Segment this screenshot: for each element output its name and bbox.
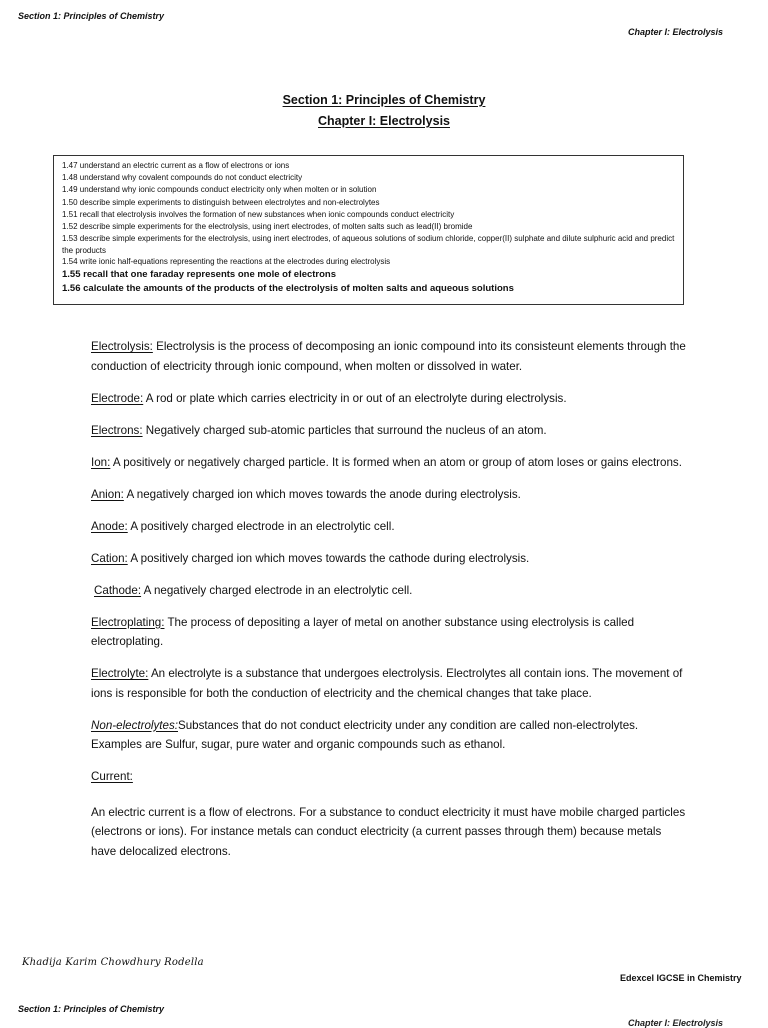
definition-term: Electrons: bbox=[91, 423, 143, 437]
definition-ion bbox=[91, 453, 686, 473]
definition-text: A rod or plate which carries electricity in or out of an electrolyte during electrolysis. bbox=[143, 391, 567, 405]
definition-text: Electrolysis is the process of decomposing an ionic compound into its consisteunt elements through the conduction of electricity through ionic compound, when molten or dissolved in water. bbox=[91, 340, 686, 373]
definition-electrons bbox=[91, 421, 686, 441]
objective-item: 1.55 recall that one faraday represents one mole of electrons bbox=[62, 269, 337, 281]
objective-item: 1.53 describe simple experiments for the electrolysis, using inert electrodes, of aqueous solutions of sodium chloride, copper(II) sulphate and dilute sulphuric acid and predict the products bbox=[62, 234, 675, 255]
definition-text: A positively charged electrode in an electrolytic cell. bbox=[127, 519, 395, 533]
definition-text: Negatively charged sub-atomic particles that surround the nucleus of an atom. bbox=[142, 423, 547, 437]
definition-text: A negatively charged ion which moves towards the anode during electrolysis. bbox=[123, 487, 521, 501]
definition-non-electrolytes bbox=[91, 716, 686, 755]
definition-text: A positively charged ion which moves towards the cathode during electrolysis. bbox=[127, 551, 530, 565]
definition-text: A positively or negatively charged particle. It is formed when an atom or group of atom loses or gains electrons. bbox=[110, 455, 682, 469]
definition-term: Ion: bbox=[91, 455, 111, 469]
current-heading: Current: bbox=[91, 770, 133, 783]
definition-term: Anode: bbox=[91, 519, 128, 533]
objective-item: 1.51 recall that electrolysis involves the formation of new substances when ionic compounds conduct electricity bbox=[62, 209, 455, 219]
chapter-title: Chapter I: Electrolysis bbox=[318, 114, 450, 128]
objective-item: 1.48 understand why covalent compounds do not conduct electricity bbox=[62, 173, 303, 183]
definition-term: Cation: bbox=[91, 551, 128, 565]
definition-electrolyte bbox=[91, 664, 686, 703]
definition-term: Electrolysis: bbox=[91, 340, 153, 353]
next-page-header-left: Section 1: Principles of Chemistry bbox=[18, 1004, 165, 1014]
document-title bbox=[0, 93, 768, 107]
footer-course-name: Edexcel IGCSE in Chemistry bbox=[620, 973, 742, 983]
definition-anode bbox=[91, 517, 686, 537]
definition-electroplating bbox=[91, 613, 686, 652]
definition-text: Substances that do not conduct electricity under any condition are called non-electrolytes. Examples are Sulfur, sugar, pure water and organic compounds such as ethanol. bbox=[91, 718, 639, 751]
definition-term: Electrode: bbox=[91, 391, 144, 405]
running-header-right: Chapter I: Electrolysis bbox=[628, 27, 724, 37]
definition-anion bbox=[91, 485, 686, 505]
objective-item: 1.56 calculate the amounts of the products of the electrolysis of molten salts and aqueous solutions bbox=[62, 283, 514, 295]
definition-term: Electrolyte: bbox=[91, 667, 149, 680]
definition-cation bbox=[91, 549, 686, 569]
definition-text: An electrolyte is a substance that undergoes electrolysis. Electrolytes all contain ions. The movement of ions is responsible for both the conduction of electricity and the chemical changes that take place. bbox=[91, 667, 683, 700]
definitions-list bbox=[91, 337, 686, 874]
section-title: Section 1: Principles of Chemistry bbox=[282, 93, 486, 107]
definition-term: Anion: bbox=[91, 487, 124, 501]
objective-item: 1.54 write ionic half-equations representing the reactions at the electrodes during electrolysis bbox=[62, 257, 391, 267]
definition-term: Electroplating: bbox=[91, 615, 165, 629]
definition-electrolysis bbox=[91, 337, 686, 376]
learning-objectives-box bbox=[53, 155, 684, 305]
definition-text: A negatively charged electrode in an electrolytic cell. bbox=[141, 583, 413, 597]
definition-text: The process of depositing a layer of metal on another substance using electrolysis is called electroplating. bbox=[91, 615, 635, 648]
objective-item: 1.47 understand an electric current as a flow of electrons or ions bbox=[62, 161, 290, 170]
definition-term: Cathode: bbox=[94, 583, 142, 597]
document-subtitle bbox=[0, 114, 768, 128]
objective-item: 1.49 understand why ionic compounds conduct electricity only when molten or in solution bbox=[62, 185, 377, 195]
author-signature: Khadija Karim Chowdhury Rodella bbox=[22, 957, 204, 968]
next-page-header-right: Chapter I: Electrolysis bbox=[628, 1018, 724, 1028]
current-paragraph: An electric current is a flow of electrons. For a substance to conduct electricity it must have mobile charged particles (electrons or ions). For instance metals can conduct electricity (a current passes through them) because metals have delocalized electrons. bbox=[91, 805, 686, 858]
objective-item: 1.52 describe simple experiments for the electrolysis, using inert electrodes, of molten salts such as lead(II) bromide bbox=[62, 222, 473, 232]
objective-item: 1.50 describe simple experiments to distinguish between electrolytes and non-electrolytes bbox=[62, 197, 380, 207]
running-header-left: Section 1: Principles of Chemistry bbox=[18, 11, 165, 21]
definition-term: Non-electrolytes: bbox=[91, 718, 178, 732]
definition-cathode bbox=[91, 581, 686, 601]
definition-electrode bbox=[91, 389, 686, 409]
